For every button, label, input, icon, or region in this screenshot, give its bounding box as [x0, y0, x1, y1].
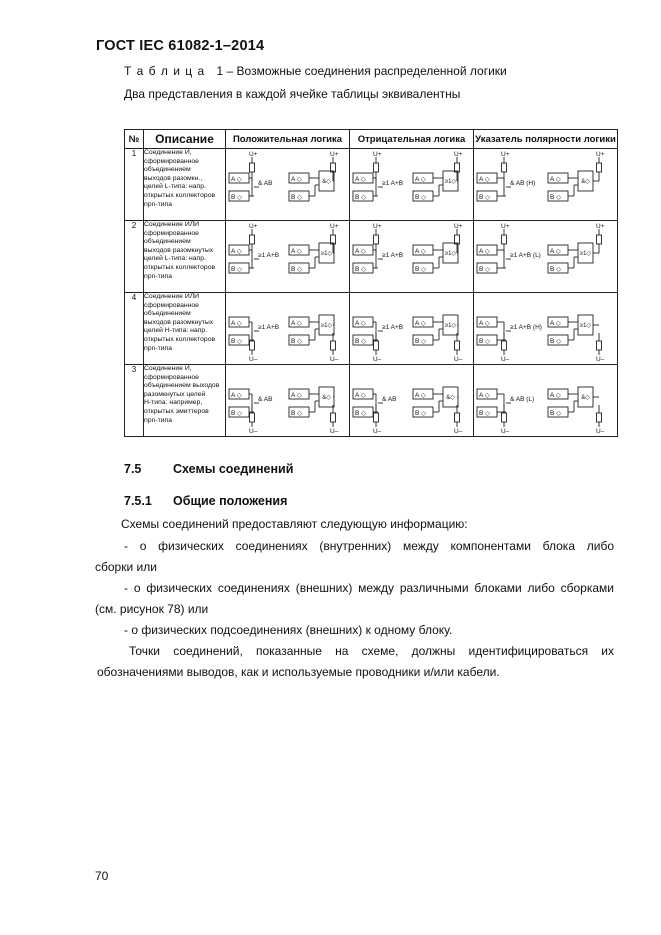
input-label-a: A ◇ [231, 392, 242, 399]
supply-label: U– [501, 356, 510, 363]
description-line: выходов разомкн., [144, 174, 203, 182]
function-block-symbol: ≥1◇ [579, 323, 592, 329]
input-label-b: B ◇ [550, 338, 562, 345]
body-item-2-cont: (см. рисунок 78) или [95, 602, 209, 616]
body-intro: Схемы соединений предоставляют следующую информацию: [121, 517, 468, 531]
function-block-symbol: &◇ [322, 395, 331, 401]
pullup-resistor [597, 163, 602, 172]
body-item-2: - о физических соединениях (внешних) между различными блоками либо сборками [124, 581, 614, 595]
row-number: 4 [125, 293, 144, 365]
supply-label: U– [501, 428, 510, 435]
input-label-b: B ◇ [231, 410, 243, 417]
supply-label: U– [249, 356, 258, 363]
positive-logic-diagram [226, 221, 350, 293]
input-label-a: A ◇ [415, 248, 426, 255]
row-number: 1 [125, 149, 144, 221]
polarity-logic-diagram [474, 221, 618, 293]
supply-label: U– [373, 428, 382, 435]
pullup-resistor [502, 163, 507, 172]
description-line: открытых эмиттеров [144, 407, 209, 415]
row-description [144, 365, 226, 437]
table-header-row [125, 130, 618, 149]
description-line: npn-типа [144, 200, 172, 208]
pulldown-resistor [250, 413, 255, 422]
pullup-resistor [250, 163, 255, 172]
wired-logic-expression: & AB [258, 180, 273, 187]
row-description [144, 293, 226, 365]
positive-logic-diagram [226, 365, 350, 437]
function-block-symbol: ≥1◇ [320, 323, 333, 329]
input-label-b: B ◇ [291, 410, 303, 417]
negative-logic-diagram [350, 221, 474, 293]
input-label-b: B ◇ [550, 410, 562, 417]
input-label-a: A ◇ [355, 320, 366, 327]
pulldown-resistor [597, 413, 602, 422]
input-label-b: B ◇ [415, 338, 427, 345]
input-label-a: A ◇ [231, 176, 242, 183]
wired-logic-expression: ≥1 A+B [382, 324, 404, 331]
wired-logic-expression: & AB [258, 396, 273, 403]
input-label-a: A ◇ [479, 320, 490, 327]
description-line: Соединение ИЛИ [144, 293, 200, 300]
input-label-b: B ◇ [231, 338, 243, 345]
standard-header: ГОСТ IEC 61082-1–2014 [96, 38, 265, 54]
function-block-symbol: &◇ [581, 395, 590, 401]
description-line: целей L-типа: напр. [144, 255, 206, 263]
description-line: npn-типа [144, 272, 172, 280]
pulldown-resistor [331, 341, 336, 350]
input-label-a: A ◇ [355, 176, 366, 183]
input-label-a: A ◇ [479, 176, 490, 183]
wired-logic-expression: & AB (H) [510, 180, 536, 187]
row-description [144, 149, 226, 221]
negative-logic-diagram [350, 149, 474, 221]
input-label-b: B ◇ [231, 266, 243, 273]
input-label-a: A ◇ [291, 320, 302, 327]
supply-label: U+ [330, 151, 339, 158]
pullup-resistor [374, 235, 379, 244]
pulldown-resistor [250, 341, 255, 350]
description-line: Соединение И, [144, 149, 192, 156]
table-row [125, 365, 618, 437]
input-label-a: A ◇ [355, 392, 366, 399]
input-label-b: B ◇ [550, 266, 562, 273]
positive-logic-diagram [226, 293, 350, 365]
body-final: Точки соединений, показанные на схеме, должны идентифицироваться их [129, 644, 614, 658]
input-label-a: A ◇ [550, 176, 561, 183]
wired-logic-expression: ≥1 A+B [382, 180, 404, 187]
description-line: открытых коллекторов [144, 191, 216, 199]
pullup-resistor [597, 235, 602, 244]
description-line: Соединение И, [144, 365, 192, 372]
function-block-symbol: &◇ [322, 179, 331, 185]
pulldown-resistor [374, 341, 379, 350]
pullup-resistor [250, 235, 255, 244]
body-final-cont: обозначениями выводов, как и используемые проводники и/или кабели. [97, 665, 500, 679]
input-label-b: B ◇ [479, 266, 491, 273]
supply-label: U+ [373, 151, 382, 158]
pulldown-resistor [331, 413, 336, 422]
description-line: целей H-типа: напр. [144, 327, 208, 335]
table-caption-label: Т а б л и ц а [124, 64, 206, 78]
column-header-number: № [125, 130, 144, 149]
input-label-a: A ◇ [355, 248, 366, 255]
wired-logic-expression: & AB (L) [510, 396, 535, 403]
input-label-a: A ◇ [550, 320, 561, 327]
description-line: объединением [144, 166, 191, 174]
supply-label: U– [454, 356, 463, 363]
supply-label: U– [596, 356, 605, 363]
polarity-logic-diagram [474, 293, 618, 365]
description-line: npn-типа [144, 416, 172, 424]
input-label-b: B ◇ [355, 266, 367, 273]
function-block-symbol: ≥1◇ [444, 179, 457, 185]
description-line: открытых коллекторов [144, 263, 216, 271]
function-block-symbol: ≥1◇ [579, 251, 592, 257]
input-label-b: B ◇ [291, 266, 303, 273]
description-line: объединением выходов [144, 382, 220, 390]
input-label-a: A ◇ [291, 392, 302, 399]
description-line: целей L-типа: напр. [144, 183, 206, 191]
polarity-logic-diagram [474, 365, 618, 437]
pulldown-resistor [597, 341, 602, 350]
negative-logic-diagram [350, 293, 474, 365]
input-label-a: A ◇ [479, 392, 490, 399]
supply-label: U+ [249, 223, 258, 230]
pulldown-resistor [502, 341, 507, 350]
description-line: выходов разомкнутых [144, 246, 214, 254]
table-caption-title: – Возможные соединения распределенной логики [226, 64, 507, 78]
positive-logic-diagram [226, 149, 350, 221]
input-label-a: A ◇ [550, 248, 561, 255]
column-header-polarity: Указатель полярности логики [474, 130, 618, 149]
supply-label: U– [373, 356, 382, 363]
input-label-a: A ◇ [415, 176, 426, 183]
supply-label: U+ [454, 223, 463, 230]
supply-label: U+ [596, 151, 605, 158]
input-label-b: B ◇ [415, 194, 427, 201]
input-label-b: B ◇ [479, 338, 491, 345]
function-block-symbol: ≥1◇ [444, 323, 457, 329]
function-block-symbol: &◇ [446, 395, 455, 401]
input-label-b: B ◇ [291, 194, 303, 201]
table-caption-number: 1 [216, 64, 224, 78]
input-label-b: B ◇ [550, 194, 562, 201]
section-title: Схемы соединений [173, 462, 294, 476]
wired-logic-expression: ≥1 A+B [382, 252, 404, 259]
column-header-description: Описание [144, 130, 226, 149]
supply-label: U+ [596, 223, 605, 230]
input-label-a: A ◇ [415, 392, 426, 399]
row-number: 2 [125, 221, 144, 293]
supply-label: U+ [454, 151, 463, 158]
function-block-symbol: &◇ [581, 179, 590, 185]
description-line: разомкнутых целей [144, 390, 206, 398]
table-row [125, 221, 618, 293]
subsection-title: Общие положения [173, 494, 288, 508]
wired-logic-expression: ≥1 A+B [258, 252, 280, 259]
input-label-a: A ◇ [550, 392, 561, 399]
input-label-b: B ◇ [415, 410, 427, 417]
description-line: открытых коллекторов [144, 335, 216, 343]
supply-label: U– [249, 428, 258, 435]
column-header-negative: Отрицательная логика [350, 130, 474, 149]
table-caption [124, 64, 507, 78]
function-block-symbol: ≥1◇ [444, 251, 457, 257]
input-label-b: B ◇ [355, 194, 367, 201]
row-number: 3 [125, 365, 144, 437]
description-line: H-типа: например, [144, 399, 203, 407]
input-label-a: A ◇ [291, 176, 302, 183]
table-row [125, 293, 618, 365]
input-label-b: B ◇ [415, 266, 427, 273]
supply-label: U– [596, 428, 605, 435]
column-header-positive: Положительная логика [226, 130, 350, 149]
input-label-a: A ◇ [291, 248, 302, 255]
pullup-resistor [502, 235, 507, 244]
description-line: сформированное [144, 373, 199, 381]
supply-label: U+ [373, 223, 382, 230]
table-row [125, 149, 618, 221]
supply-label: U– [330, 428, 339, 435]
wired-logic-expression: & AB [382, 396, 397, 403]
logic-table [124, 129, 618, 437]
function-block-symbol: ≥1◇ [320, 251, 333, 257]
supply-label: U+ [330, 223, 339, 230]
pullup-resistor [374, 163, 379, 172]
description-line: npn-типа [144, 344, 172, 352]
supply-label: U+ [501, 223, 510, 230]
description-line: сформированное [144, 157, 199, 165]
input-label-b: B ◇ [291, 338, 303, 345]
row-description [144, 221, 226, 293]
wired-logic-expression: ≥1 A+B (H) [510, 324, 542, 331]
supply-label: U+ [501, 151, 510, 158]
input-label-a: A ◇ [415, 320, 426, 327]
wired-logic-expression: ≥1 A+B [258, 324, 280, 331]
input-label-b: B ◇ [355, 410, 367, 417]
page-number: 70 [95, 869, 109, 883]
subsection-number: 7.5.1 [124, 494, 152, 508]
supply-label: U– [454, 428, 463, 435]
input-label-a: A ◇ [479, 248, 490, 255]
wired-logic-expression: ≥1 A+B (L) [510, 252, 541, 259]
description-line: объединением [144, 310, 191, 318]
description-line: сформированное [144, 301, 199, 309]
table-note: Два представления в каждой ячейке таблицы эквивалентны [124, 87, 461, 101]
input-label-b: B ◇ [479, 194, 491, 201]
description-line: Соединение ИЛИ [144, 221, 200, 228]
input-label-b: B ◇ [355, 338, 367, 345]
input-label-b: B ◇ [231, 194, 243, 201]
description-line: сформированное [144, 229, 199, 237]
section-number: 7.5 [124, 462, 142, 476]
polarity-logic-diagram [474, 149, 618, 221]
supply-label: U– [330, 356, 339, 363]
pulldown-resistor [455, 341, 460, 350]
body-item-1: - о физических соединениях (внутренних) между компонентами блока либо [124, 539, 614, 553]
description-line: выходов разомкнутых [144, 318, 214, 326]
pulldown-resistor [502, 413, 507, 422]
input-label-b: B ◇ [479, 410, 491, 417]
body-item-1-cont: сборки или [95, 560, 157, 574]
negative-logic-diagram [350, 365, 474, 437]
pulldown-resistor [455, 413, 460, 422]
description-line: объединением [144, 238, 191, 246]
input-label-a: A ◇ [231, 248, 242, 255]
input-label-a: A ◇ [231, 320, 242, 327]
pulldown-resistor [374, 413, 379, 422]
supply-label: U+ [249, 151, 258, 158]
body-item-3: - о физических подсоединениях (внешних) к одному блоку. [124, 623, 453, 637]
